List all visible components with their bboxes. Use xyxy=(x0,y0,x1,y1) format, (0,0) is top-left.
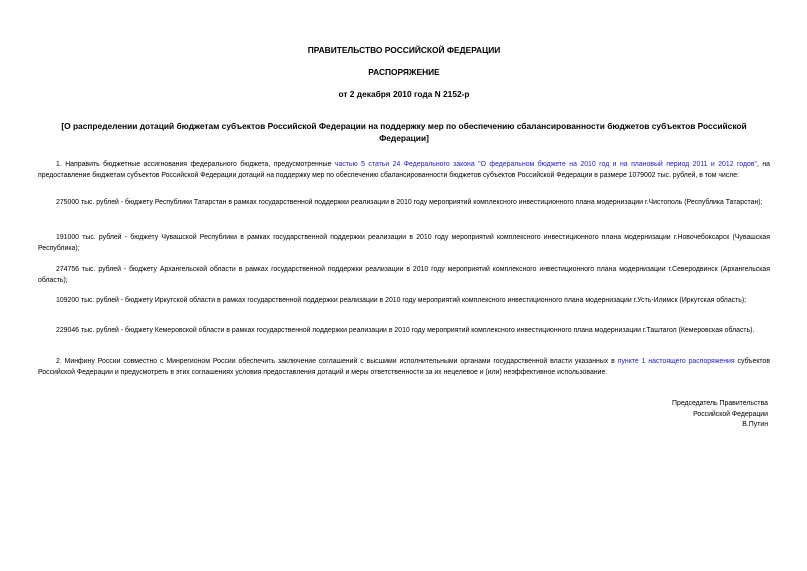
signature-block xyxy=(672,399,768,431)
allocation-chuvashia: 191000 тыс. рублей - бюджету Чувашской Республики в рамках государственной поддержки реализации в 2010 году мероприятий комплексного инвестиционного плана модернизации г.Новочебоксарск (Чувашская Республика); xyxy=(38,234,770,252)
federal-law-link[interactable]: частью 5 статьи 24 Федерального закона "О федеральном бюджете на 2010 год и на плановый период 2011 и 2012 годов" xyxy=(334,161,757,168)
paragraph-2-text-before: 2. Минфину России совместно с Минрегионом России обеспечить заключение соглашений с высшими исполнительными органами государственной власти указанных в xyxy=(56,358,618,365)
document-title: [О распределении дотаций бюджетам субъектов Российской Федерации на поддержку мер по обеспечению сбалансированности бюджетов субъектов Российской Федерации] xyxy=(61,121,747,143)
allocation-arkhangelsk: 274756 тыс. рублей - бюджету Архангельской области в рамках государственной поддержки реализации в 2010 году мероприятий комплексного инвестиционного плана модернизации г.Северодвинск (Архангельская область); xyxy=(38,266,770,284)
allocation-irkutsk: 109200 тыс. рублей - бюджету Иркутской области в рамках государственной поддержки реализации в 2010 году мероприятий комплексного инвестиционного плана модернизации г.Усть-Илимск (Иркутская область); xyxy=(56,297,747,304)
signature-position: Председатель Правительства xyxy=(672,400,768,407)
document-page xyxy=(38,0,770,571)
clause-1-link[interactable]: пункте 1 настоящего распоряжения xyxy=(617,358,735,365)
allocation-kemerovo: 229046 тыс. рублей - бюджету Кемеровской области в рамках государственной поддержки реализации в 2010 году мероприятий комплексного инвестиционного плана модернизации г.Таштагол (Кемеровская область). xyxy=(56,327,755,334)
paragraph-2 xyxy=(38,357,770,378)
signature-name: В.Путин xyxy=(742,421,768,428)
paragraph-2-text-after: субъектов Российской Федерации и предусмотреть в этих соглашениях условия предоставления дотаций и меры ответственности за их нецелевое и (или) неэффективное использование. xyxy=(38,358,770,376)
paragraph-1-text-after: , на предоставление бюджетам субъектов Российской Федерации дотаций на поддержку мер по обеспечению сбалансированности бюджетов субъектов Российской Федерации в размере 1079002 тыс. рублей, в том числе: xyxy=(38,161,770,179)
document-type: РАСПОРЯЖЕНИЕ xyxy=(368,67,440,77)
paragraph-1-text-before: 1. Направить бюджетные ассигнования федерального бюджета, предусмотренные xyxy=(56,161,335,168)
allocation-tatarstan: 275000 тыс. рублей - бюджету Республики Татарстан в рамках государственной поддержки реализации в 2010 году мероприятий комплексного инвестиционного плана модернизации г.Чистополь (Республика Татарстан); xyxy=(56,199,763,206)
government-header: ПРАВИТЕЛЬСТВО РОССИЙСКОЙ ФЕДЕРАЦИИ xyxy=(307,45,501,55)
document-date-number: от 2 декабря 2010 года N 2152-р xyxy=(338,89,470,99)
paragraph-1 xyxy=(38,160,770,181)
signature-organization: Российской Федерации xyxy=(693,410,768,418)
